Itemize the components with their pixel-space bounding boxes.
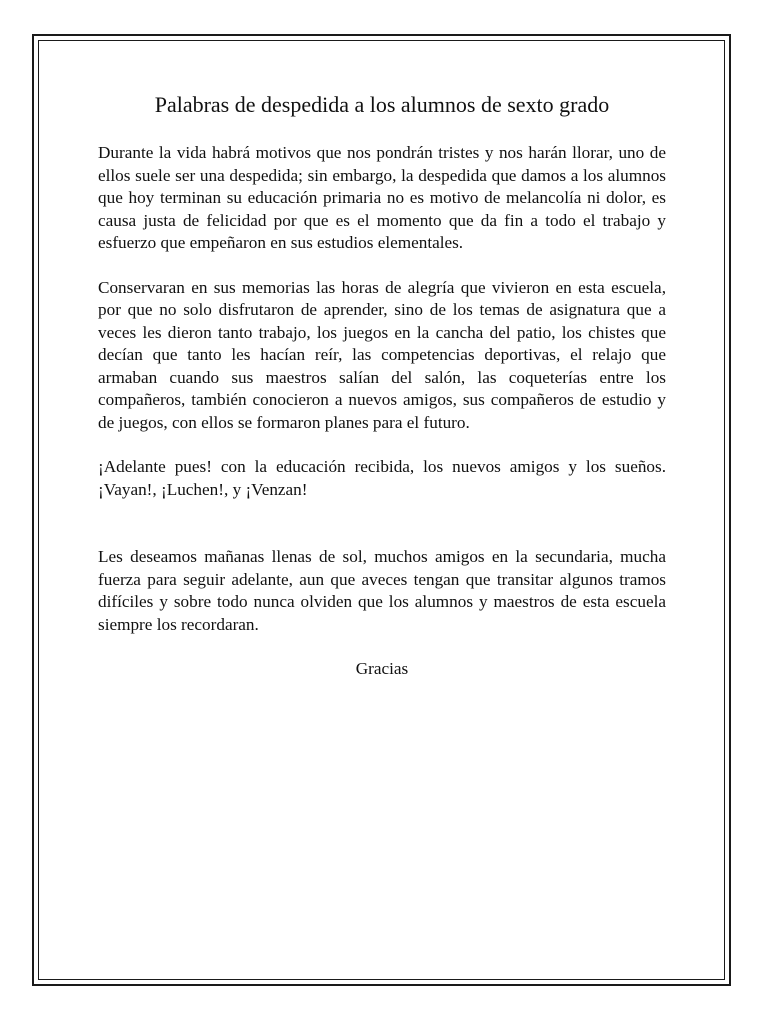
paragraph-encouragement: ¡Adelante pues! con la educación recibida, los nuevos amigos y los sueños. ¡Vayan!, ¡Luchen!, y ¡Venzan! bbox=[98, 457, 666, 499]
paragraph-memories: Conservaran en sus memorias las horas de alegría que vivieron en esta escuela, por que no solo disfrutaron de aprender, sino de los temas de asignatura que a veces les dieron tanto trabajo, los juegos en la cancha del patio, los chistes que decían que tanto les hacían reír, las competencias deportivas, el relajo que armaban cuando sus maestros salían del salón, las coqueterías entre los compañeros, también conocieron a nuevos amigos, sus compañeros de estudio y de juegos, con ellos se formaron planes para el futuro. bbox=[98, 277, 666, 432]
paragraph-intro: Durante la vida habrá motivos que nos pondrán tristes y nos harán llorar, uno de ellos suele ser una despedida; sin embargo, la despedida que damos a los alumnos que hoy terminan su educación primaria no es motivo de melancolía ni dolor, es causa justa de felicidad por que es el momento que da fin a todo el trabajo y esfuerzo que empeñaron en sus estudios elementales. bbox=[98, 143, 666, 252]
closing-text: Gracias bbox=[355, 659, 409, 678]
document-title: Palabras de despedida a los alumnos de sexto grado bbox=[154, 92, 610, 117]
document-body bbox=[98, 90, 666, 681]
paragraph-wishes: Les deseamos mañanas llenas de sol, muchos amigos en la secundaria, mucha fuerza para seguir adelante, aun que aveces tengan que transitar algunos tramos difíciles y sobre todo nunca olviden que los alumnos y maestros de esta escuela siempre los recordaran. bbox=[98, 547, 666, 634]
